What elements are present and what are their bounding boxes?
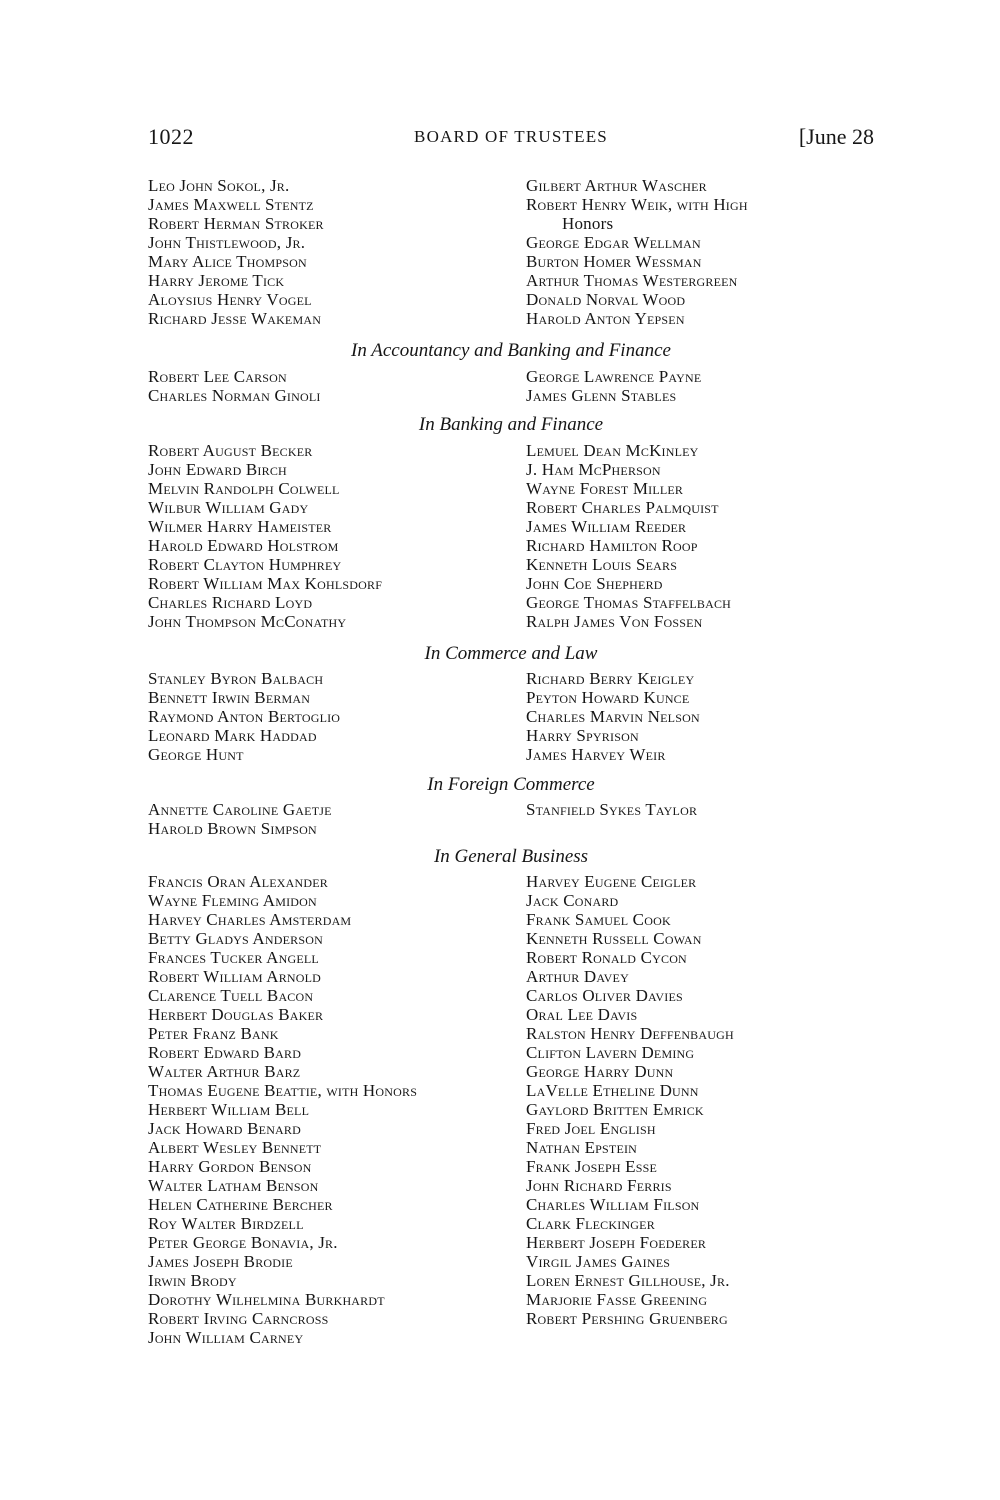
- graduate-name: George Harry Dunn: [526, 1062, 674, 1081]
- graduate-name: Robert Clayton Humphrey: [148, 555, 342, 574]
- graduate-name: Annette Caroline Gaetje: [148, 800, 332, 819]
- graduate-name: Raymond Anton Bertoglio: [148, 707, 341, 726]
- graduate-name: Richard Berry Keigley: [526, 669, 695, 688]
- graduate-name: Walter Arthur Barz: [148, 1062, 301, 1081]
- graduate-name: LaVelle Etheline Dunn: [526, 1081, 699, 1100]
- graduate-name: Robert Edward Bard: [148, 1043, 302, 1062]
- graduate-name: Honors: [562, 214, 614, 233]
- graduate-name: Leo John Sokol, Jr.: [148, 176, 290, 195]
- graduate-name: John Thompson McConathy: [148, 612, 347, 631]
- graduate-name: J. Ham McPherson: [526, 460, 661, 479]
- page-number: 1022: [148, 124, 194, 149]
- graduate-name: Harry Jerome Tick: [148, 271, 285, 290]
- graduate-name: Burton Homer Wessman: [526, 252, 702, 271]
- graduate-name: Robert Irving Carncross: [148, 1309, 329, 1328]
- graduate-name: Frank Joseph Esse: [526, 1157, 658, 1176]
- graduate-name: James Harvey Weir: [526, 745, 666, 764]
- graduate-name: Harold Anton Yepsen: [526, 309, 685, 328]
- graduate-name: Irwin Brody: [148, 1271, 237, 1290]
- graduate-name: Virgil James Gaines: [526, 1252, 671, 1271]
- graduate-name: Robert Herman Stroker: [148, 214, 324, 233]
- graduate-name: Stanley Byron Balbach: [148, 669, 324, 688]
- graduate-name: Marjorie Fasse Greening: [526, 1290, 708, 1309]
- graduate-name: Harold Brown Simpson: [148, 819, 317, 838]
- graduate-name: Peter George Bonavia, Jr.: [148, 1233, 338, 1252]
- graduate-name: Betty Gladys Anderson: [148, 929, 323, 948]
- left-name-column: [148, 669, 524, 764]
- left-name-column: [148, 800, 524, 838]
- section-heading: In General Business: [433, 846, 589, 867]
- graduate-name: John Richard Ferris: [526, 1176, 672, 1195]
- graduate-name: John William Carney: [148, 1328, 304, 1347]
- graduate-name: Ralston Henry Deffenbaugh: [526, 1024, 734, 1043]
- section-heading: In Accountancy and Banking and Finance: [351, 340, 671, 361]
- graduate-name: Robert William Arnold: [148, 967, 322, 986]
- graduate-name: Albert Wesley Bennett: [148, 1138, 322, 1157]
- graduate-name: Peter Franz Bank: [148, 1024, 279, 1043]
- graduate-name: Harvey Eugene Ceigler: [526, 872, 697, 891]
- graduate-name: Arthur Davey: [526, 967, 629, 986]
- graduate-name: George Hunt: [148, 745, 244, 764]
- graduate-name: Francis Oran Alexander: [148, 872, 328, 891]
- graduate-name: Mary Alice Thompson: [148, 252, 307, 271]
- graduate-name: Robert August Becker: [148, 441, 313, 460]
- graduate-name: Helen Catherine Bercher: [148, 1195, 333, 1214]
- section-heading: In Commerce and Law: [424, 643, 598, 664]
- graduate-name: Donald Norval Wood: [526, 290, 686, 309]
- graduate-name: John Edward Birch: [148, 460, 287, 479]
- graduate-name: Richard Jesse Wakeman: [148, 309, 322, 328]
- graduate-name: Oral Lee Davis: [526, 1005, 638, 1024]
- graduate-name: Wayne Fleming Amidon: [148, 891, 317, 910]
- graduate-name: Carlos Oliver Davies: [526, 986, 683, 1005]
- graduate-name: Leonard Mark Haddad: [148, 726, 317, 745]
- right-name-column: [526, 800, 874, 819]
- left-name-column: [148, 176, 524, 328]
- graduate-name: Frances Tucker Angell: [148, 948, 319, 967]
- running-title: BOARD OF TRUSTEES: [414, 127, 608, 146]
- graduate-name: Charles William Filson: [526, 1195, 700, 1214]
- graduate-name: Herbert Douglas Baker: [148, 1005, 324, 1024]
- graduate-name: Harry Gordon Benson: [148, 1157, 312, 1176]
- section-heading: In Banking and Finance: [418, 414, 604, 435]
- left-name-column: [148, 872, 524, 1347]
- graduate-name: James William Reeder: [526, 517, 687, 536]
- graduate-name: Harry Spyrison: [526, 726, 639, 745]
- graduate-name: Robert Ronald Cycon: [526, 948, 687, 967]
- graduate-name: Clifton Lavern Deming: [526, 1043, 695, 1062]
- section-heading: In Foreign Commerce: [427, 774, 595, 795]
- graduate-name: Lemuel Dean McKinley: [526, 441, 699, 460]
- right-name-column: [526, 669, 874, 764]
- graduate-name: Robert Charles Palmquist: [526, 498, 719, 517]
- graduate-name: Jack Howard Benard: [148, 1119, 301, 1138]
- graduate-name: George Lawrence Payne: [526, 367, 702, 386]
- graduate-name: James Glenn Stables: [526, 386, 677, 405]
- graduate-name: Charles Richard Loyd: [148, 593, 313, 612]
- graduate-name: James Joseph Brodie: [148, 1252, 293, 1271]
- graduate-name: Clarence Tuell Bacon: [148, 986, 314, 1005]
- graduate-name: Robert Lee Carson: [148, 367, 287, 386]
- graduate-name: Richard Hamilton Roop: [526, 536, 698, 555]
- graduate-name: Harvey Charles Amsterdam: [148, 910, 352, 929]
- graduate-name: Robert William Max Kohlsdorf: [148, 574, 383, 593]
- graduate-name: Melvin Randolph Colwell: [148, 479, 340, 498]
- graduate-name: Kenneth Russell Cowan: [526, 929, 702, 948]
- graduate-name: Herbert William Bell: [148, 1100, 310, 1119]
- graduate-name: Charles Norman Ginoli: [148, 386, 321, 405]
- graduate-name: Thomas Eugene Beattie, with Honors: [148, 1081, 418, 1100]
- left-name-column: [148, 441, 524, 631]
- graduate-name: Bennett Irwin Berman: [148, 688, 311, 707]
- left-name-column: [148, 367, 524, 405]
- graduate-name: Aloysius Henry Vogel: [148, 290, 312, 309]
- graduate-name: Robert Henry Weik, with High: [526, 195, 748, 214]
- graduate-name: Clark Fleckinger: [526, 1214, 655, 1233]
- right-name-column: [526, 176, 874, 328]
- graduate-name: Robert Pershing Gruenberg: [526, 1309, 728, 1328]
- graduate-name: George Edgar Wellman: [526, 233, 701, 252]
- right-name-column: [526, 441, 874, 631]
- graduate-name: Kenneth Louis Sears: [526, 555, 678, 574]
- graduate-name: Walter Latham Benson: [148, 1176, 319, 1195]
- running-date: [June 28: [798, 124, 874, 149]
- graduate-name: George Thomas Staffelbach: [526, 593, 732, 612]
- graduate-name: Harold Edward Holstrom: [148, 536, 339, 555]
- graduate-name: Roy Walter Birdzell: [148, 1214, 304, 1233]
- right-name-column: [526, 367, 874, 405]
- graduate-name: John Coe Shepherd: [526, 574, 663, 593]
- graduate-name: Arthur Thomas Westergreen: [526, 271, 738, 290]
- graduate-name: James Maxwell Stentz: [148, 195, 314, 214]
- graduate-name: Stanfield Sykes Taylor: [526, 800, 698, 819]
- graduate-name: Wilmer Harry Hameister: [148, 517, 332, 536]
- graduate-name: Fred Joel English: [526, 1119, 656, 1138]
- graduate-name: Nathan Epstein: [526, 1138, 638, 1157]
- graduate-name: Herbert Joseph Foederer: [526, 1233, 707, 1252]
- graduate-name: Frank Samuel Cook: [526, 910, 671, 929]
- graduate-name: Wayne Forest Miller: [526, 479, 684, 498]
- graduate-name: Loren Ernest Gillhouse, Jr.: [526, 1271, 730, 1290]
- graduate-name: Jack Conard: [526, 891, 619, 910]
- graduate-name: Dorothy Wilhelmina Burkhardt: [148, 1290, 385, 1309]
- page-header: [148, 124, 874, 154]
- graduate-name: Gilbert Arthur Wascher: [526, 176, 707, 195]
- right-name-column: [526, 872, 874, 1328]
- graduate-name: Wilbur William Gady: [148, 498, 309, 517]
- graduate-name: John Thistlewood, Jr.: [148, 233, 306, 252]
- graduate-name: Gaylord Britten Emrick: [526, 1100, 704, 1119]
- graduate-name: Peyton Howard Kunce: [526, 688, 690, 707]
- graduate-name: Ralph James Von Fossen: [526, 612, 703, 631]
- graduate-name: Charles Marvin Nelson: [526, 707, 700, 726]
